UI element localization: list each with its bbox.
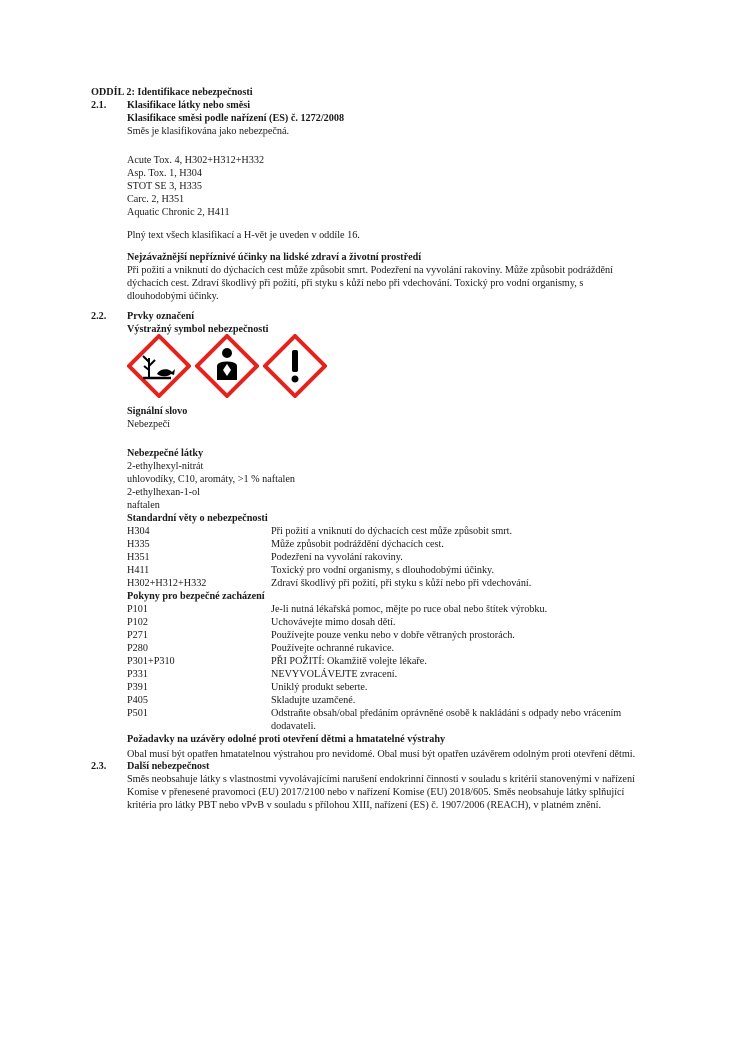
p-text-continued: dodavateli. <box>271 721 316 732</box>
effects-title: Nejzávažnější nepříznivé účinky na lidské zdraví a životní prostředí <box>127 252 422 263</box>
classification-subtitle: Klasifikace směsi podle nařízení (ES) č. 1272/2008 <box>127 113 345 124</box>
classification-list <box>127 154 264 219</box>
h-statements-table <box>127 525 667 733</box>
p-text: Používejte pouze venku nebo v dobře větraných prostorách. <box>271 630 515 641</box>
substances-title: Nebezpečné látky <box>127 448 204 459</box>
hazard-text-line: Směs neobsahuje látky s vlastnostmi vyvolávajícími narušení endokrinní činnosti v souladu s kritérii stanovenými v nařízení <box>127 774 635 785</box>
p-code: P271 <box>127 630 148 641</box>
p-text: Používejte ochranné rukavice. <box>271 643 395 654</box>
h-code: H302+H312+H332 <box>127 578 207 589</box>
p-text: Uchovávejte mimo dosah dětí. <box>271 617 396 628</box>
table-row <box>127 577 667 590</box>
h-text: Při požití a vniknutí do dýchacích cest může způsobit smrt. <box>271 526 513 537</box>
signal-word-block <box>127 405 187 431</box>
subsection-2-3 <box>127 760 635 812</box>
section-title: ODDÍL 2: Identifikace nebezpečnosti <box>91 87 253 98</box>
h-code: H304 <box>127 526 150 537</box>
p-text: Odstraňte obsah/obal předáním oprávněné osobě k nakládání s odpady nebo vrácením <box>271 708 622 719</box>
substance-item: 2-ethylhexan-1-ol <box>127 487 200 498</box>
table-row <box>127 655 667 668</box>
subsection-title: Klasifikace látky nebo směsi <box>127 100 251 111</box>
table-row <box>127 616 667 629</box>
closure-title: Požadavky na uzávěry odolné proti otevření dětmi a hmatatelné výstrahy <box>127 734 446 745</box>
p-code: P101 <box>127 604 148 615</box>
hazard-text-line: Komise v přenesené pravomoci (EU) 2017/2100 nebo v nařízení Komise (EU) 2018/605. Směs neobsahuje látky splňující <box>127 787 625 798</box>
environment-pictogram <box>127 334 191 398</box>
classification-item: Carc. 2, H351 <box>127 194 185 205</box>
subsection-number-2-2: 2.2. <box>91 311 107 322</box>
table-row <box>127 707 667 720</box>
p-code: P301+P310 <box>127 656 175 667</box>
subsection-number-2-1: 2.1. <box>91 100 107 111</box>
effects-text-line: Při požití a vniknutí do dýchacích cest může způsobit smrt. Podezření na vyvolání rakoviny. Může způsobit podráždění <box>127 265 613 276</box>
symbol-title: Výstražný symbol nebezpečnosti <box>127 324 269 335</box>
h-text: Toxický pro vodní organismy, s dlouhodobými účinky. <box>271 565 495 576</box>
p-text: Skladujte uzamčené. <box>271 695 356 706</box>
table-row <box>127 681 667 694</box>
table-row <box>127 642 667 655</box>
classification-item: Acute Tox. 4, H302+H312+H332 <box>127 155 265 166</box>
h-code: H351 <box>127 552 150 563</box>
signal-word: Nebezpečí <box>127 419 170 430</box>
p-code: P405 <box>127 695 148 706</box>
fulltext-note: Plný text všech klasifikací a H-vět je uveden v oddíle 16. <box>127 230 360 241</box>
p-text: Uniklý produkt seberte. <box>271 682 368 693</box>
p-text: NEVYVOLÁVEJTE zvracení. <box>271 669 398 680</box>
effects-text-line: dýchacích cest. Zdraví škodlivý při požití, při styku s kůží nebo při vdechování. Toxický pro vodní organismy, s <box>127 278 584 289</box>
table-row <box>127 629 667 642</box>
table-row <box>127 603 667 616</box>
table-row <box>127 525 667 538</box>
pictogram-row <box>127 334 327 398</box>
classification-item: STOT SE 3, H335 <box>127 181 202 192</box>
p-text: Je-li nutná lékařská pomoc, mějte po ruce obal nebo štítek výrobku. <box>271 604 548 615</box>
p-statements-title: Pokyny pro bezpečné zacházení <box>127 591 265 602</box>
table-row <box>127 720 667 733</box>
h-text: Může způsobit podráždění dýchacích cest. <box>271 539 444 550</box>
table-row <box>127 694 667 707</box>
h-statements-title: Standardní věty o nebezpečnosti <box>127 513 268 524</box>
p-text: PŘI POŽITÍ: Okamžitě volejte lékaře. <box>271 656 427 667</box>
table-row <box>127 564 667 577</box>
p-code: P280 <box>127 643 148 654</box>
closure-block <box>127 733 635 761</box>
substance-item: uhlovodíky, C10, aromáty, >1 % naftalen <box>127 474 295 485</box>
p-code: P391 <box>127 682 148 693</box>
table-row <box>127 538 667 551</box>
subsection-title: Další nebezpečnost <box>127 761 210 772</box>
closure-text: Obal musí být opatřen hmatatelnou výstrahou pro nevidomé. Obal musí být opatřen uzávěrem odolným proti otevření dětmi. <box>127 749 636 760</box>
effects-block <box>127 251 613 303</box>
subsection-2-2 <box>127 310 269 336</box>
classified-text: Směs je klasifikována jako nebezpečná. <box>127 126 290 137</box>
table-row <box>127 551 667 564</box>
effects-text-line: dlouhodobými účinky. <box>127 291 219 302</box>
p-statements-title-row <box>127 590 667 603</box>
h-text: Zdraví škodlivý při požití, při styku s kůží nebo při vdechování. <box>271 578 532 589</box>
substance-item: 2-ethylhexyl-nitrát <box>127 461 204 472</box>
table-row <box>127 668 667 681</box>
h-text: Podezření na vyvolání rakoviny. <box>271 552 403 563</box>
classification-item: Asp. Tox. 1, H304 <box>127 168 202 179</box>
h-code: H411 <box>127 565 150 576</box>
substances-block <box>127 447 295 525</box>
signal-title: Signální slovo <box>127 406 188 417</box>
p-code: P331 <box>127 669 148 680</box>
p-code: P102 <box>127 617 148 628</box>
p-code: P501 <box>127 708 148 719</box>
exclamation-pictogram <box>263 334 327 398</box>
subsection-title: Prvky označení <box>127 311 195 322</box>
classification-item: Aquatic Chronic 2, H411 <box>127 207 230 218</box>
subsection-2-1 <box>127 99 344 138</box>
health-hazard-pictogram <box>195 334 259 398</box>
subsection-number-2-3: 2.3. <box>91 761 107 772</box>
substance-item: naftalen <box>127 500 160 511</box>
hazard-text-line: kritéria pro látky PBT nebo vPvB v souladu s přílohou XIII, nařízení (ES) č. 1907/2006 (REACH), v platném znění. <box>127 800 602 811</box>
h-code: H335 <box>127 539 150 550</box>
